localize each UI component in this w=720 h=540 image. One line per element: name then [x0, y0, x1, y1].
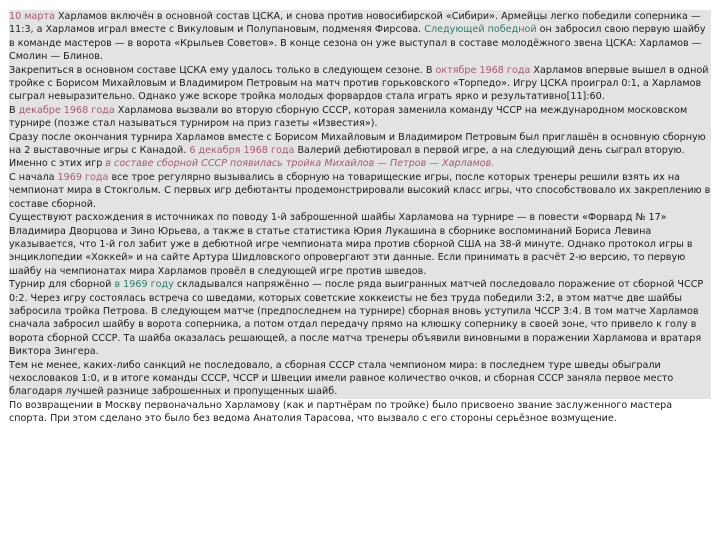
- paragraph-text: Харламов впервые вышел в одной тройке с Борисом Михайловым и Владимиром Петровым на матч против горьковского «Торпедо». Игру ЦСКА проиграл 0:1, а Харламов сыграл невыразительно. Однако уже вскоре тройка молодых форвардов стала играть ярко и результативно[11]:60.: [9, 64, 709, 103]
- paragraph-text: складывался напряжённо — после ряда выигранных матчей последовало поражение от сборной ЧССР 0:2. Через игру состоялась встреча со шведами, которых советские хоккеисты не без труда победили 3:2, в этом матче две шайбы забросила тройка Петрова. В следующем матче (предпоследнем на турнире) сборная вновь уступила ЧССР 3:4. В том матче Харламов сначала забросил шайбу в ворота соперника, а потом отдал передачу прямо на клюшку сопернику в своей зоне, что привело к голу в ворота сборной СССР. Та шайба оказалась решающей, а после матча тренеры объявили виновными в поражении Харламова и вратаря Виктора Зингера.: [9, 279, 704, 358]
- paragraph: [9, 131, 711, 171]
- paragraph-text: Тем не менее, каких-либо санкций не последовало, а сборная СССР стала чемпионом мира: в последнем туре шведы обыграли чехословаков 1:0, и в итоге команды СССР, ЧССР и Швеции имели равное количество очков, и сборная СССР заняла первое место благодаря лучшей разнице заброшенных и пропущенных шайб.: [9, 359, 674, 398]
- paragraph: [9, 104, 711, 131]
- paragraph: [9, 211, 711, 278]
- paragraph-text: Сразу после окончания турнира Харламов вместе с Борисом Михайловым и Владимиром Петровым был приглашён в основную сборную на 2 выставочные игры с Канадой.: [9, 131, 706, 157]
- date-link[interactable]: октябре 1968 года: [435, 64, 531, 76]
- date-link[interactable]: 1969 года: [57, 171, 109, 183]
- paragraph: [9, 359, 711, 399]
- paragraph-text: В: [9, 104, 19, 116]
- paragraph: [9, 399, 711, 426]
- paragraph-text: Закрепиться в основном составе ЦСКА ему удалось только в следующем сезоне. В: [9, 64, 436, 76]
- date-link[interactable]: 6 декабря 1968 года: [189, 145, 295, 157]
- paragraph-text: все трое регулярно вызывались в сборную на товарищеские игры, после которых тренеры решили взять их на чемпионат мира в Стокгольм. С первых игр дебютанты продемонстрировали высокий класс игры, что способствовало их закреплению в составе сборной.: [9, 171, 711, 210]
- paragraph: [9, 64, 711, 104]
- inline-link[interactable]: в 1969 году: [114, 279, 174, 291]
- paragraph-text: Харламова вызвали во вторую сборную СССР, которая заменила команду ЧССР на международном московском турнире (позже стал называться турниром на приз газеты «Известия»).: [9, 104, 688, 130]
- paragraph: [9, 10, 711, 64]
- date-link[interactable]: 10 марта: [9, 11, 55, 22]
- inline-link[interactable]: Следующей победной: [424, 24, 537, 36]
- paragraph: [9, 171, 711, 211]
- document-body: [9, 10, 711, 426]
- date-link[interactable]: декабре 1968 года: [18, 104, 115, 116]
- paragraph-text: Турнир для сборной: [9, 279, 115, 291]
- paragraph-text: Харламов включён в основной состав ЦСКА, и снова против новосибирской «Сибири». Армейцы легко победили соперника — 11:3, а Харламов играл вместе с Викуловым и Полупановым, подменяя Фирсова.: [9, 11, 701, 36]
- paragraph-text: По возвращении в Москву первоначально Харламову (как и партнёрам по тройке) было присвоено звание заслуженного мастера спорта. При этом сделано это было без ведома Анатолия Тарасова, что вызвало с его стороны серьёзное возмущение.: [9, 399, 673, 425]
- paragraph-text: Валерий дебютировал в первой игре, а на следующий день сыграл вторую. Именно с этих игр: [9, 145, 685, 170]
- paragraph-text: он забросил свою первую шайбу в команде мастеров — в ворота «Крыльев Советов». В конце сезона он уже выступал в составе молодёжного звена ЦСКА: Харламов — Смолин — Блинов.: [9, 24, 706, 63]
- paragraph-text: Существуют расхождения в источниках по поводу 1-й заброшенной шайбы Харламова на турнире — в повести «Форвард № 17» Владимира Дворцова и Зино Юрьева, а также в статье статистика Юрия Лукашина в сборнике воспоминаний Бориса Левина указывается, что 1-й гол забит уже в дебютной игре чемпионата мира против сборной США на 38-й минуте. Однако протокол игры в энциклопедии «Хоккей» и на сайте Артура Шидловского опровергают эти данные. Если принимать в расчёт 2-ю версию, то первую шайбу на чемпионатах мира Харламов провёл в следующей игре против шведов.: [9, 212, 693, 277]
- paragraph-text: С начала: [9, 171, 58, 183]
- paragraph: [9, 278, 711, 358]
- inline-link[interactable]: в составе сборной СССР появилась тройка Михайлов — Петров — Харламов.: [105, 158, 495, 170]
